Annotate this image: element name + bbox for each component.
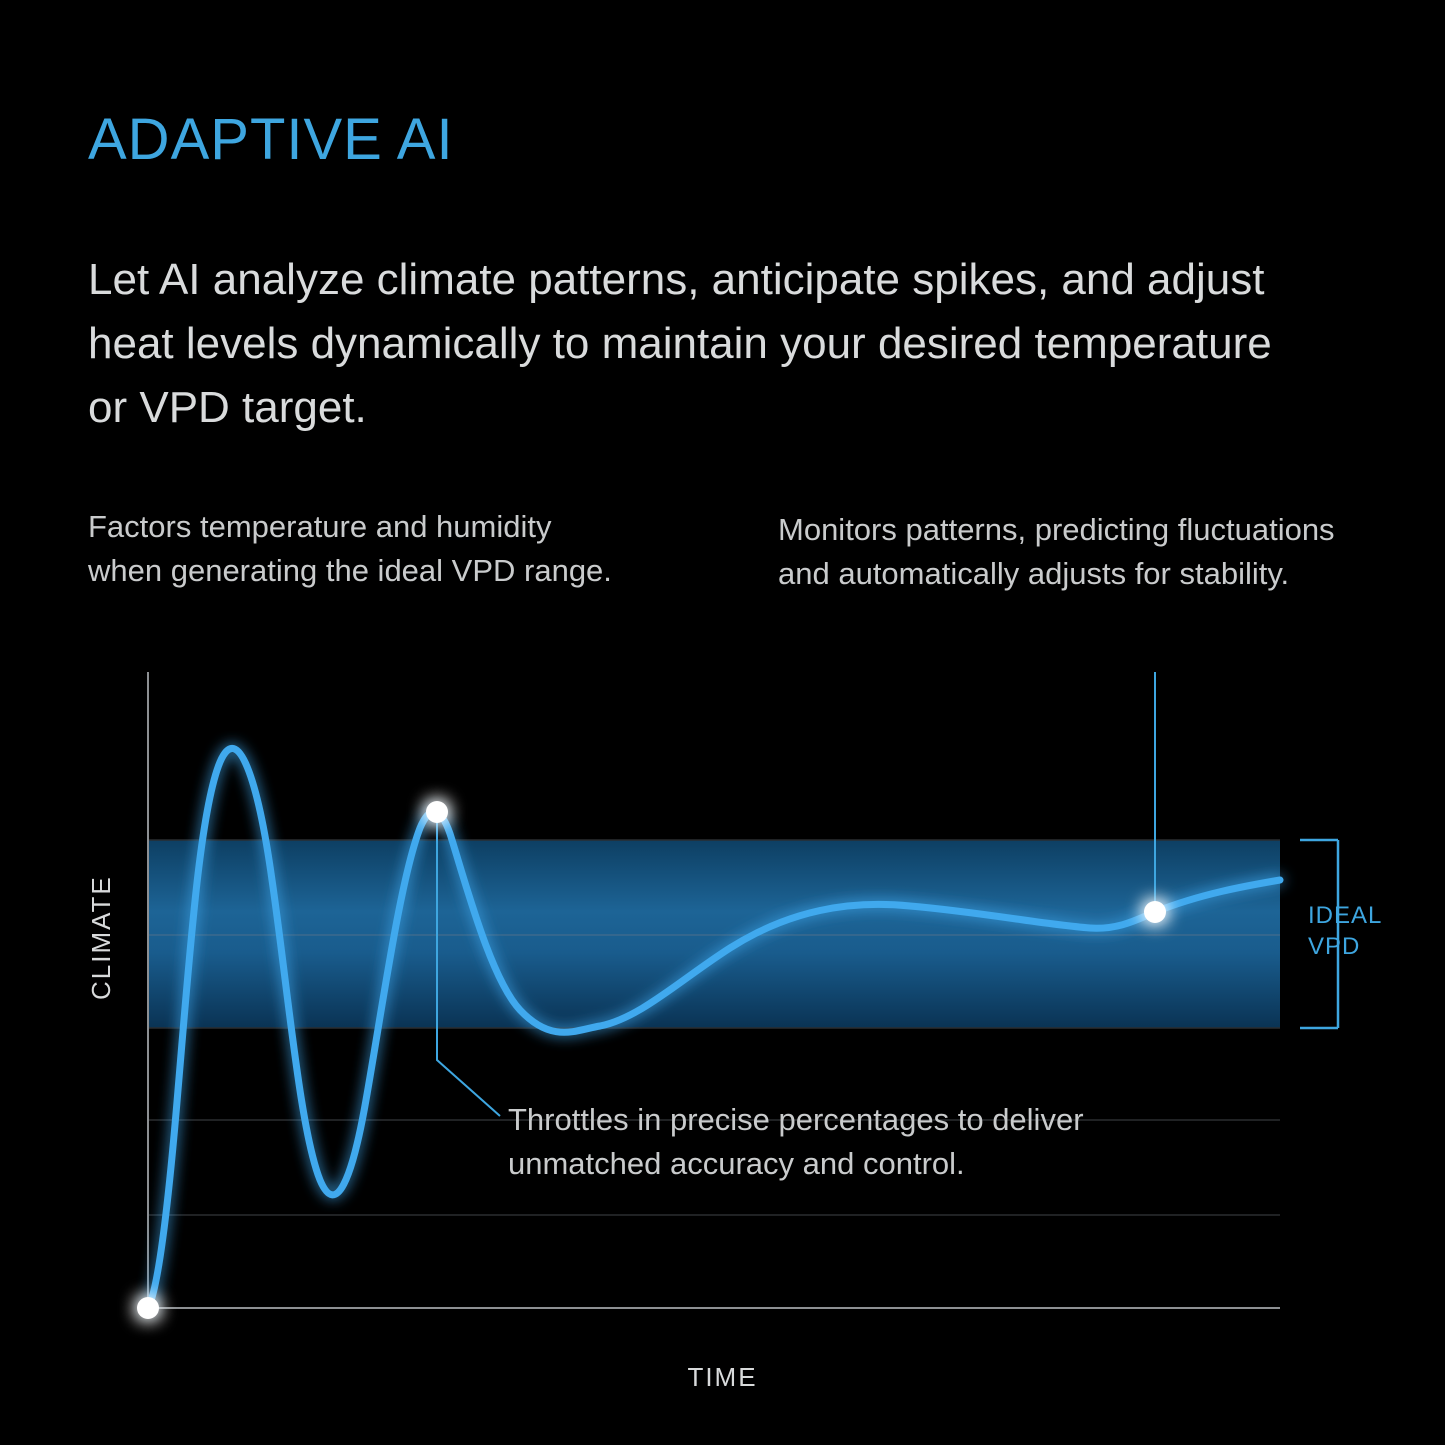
ideal-vpd-label — [1308, 900, 1382, 962]
marker-peak-throttle[interactable] — [426, 801, 448, 823]
y-axis-label: CLIMATE — [86, 875, 116, 1000]
marker-start[interactable] — [137, 1297, 159, 1319]
note-throttle: Throttles in precise percentages to deliver unmatched accuracy and control. — [508, 1102, 1084, 1182]
ideal-vpd-band — [148, 840, 1280, 1028]
note-right: Monitors patterns, predicting fluctuations and automatically adjusts for stability. — [778, 512, 1335, 592]
page-subtitle: Let AI analyze climate patterns, anticipate spikes, and adjust heat levels dynamically to maintain your desired temperature or VPD target. — [88, 255, 1272, 432]
note-left: Factors temperature and humidity when generating the ideal VPD range. — [88, 509, 612, 589]
marker-stabilized[interactable] — [1144, 901, 1166, 923]
ideal-vpd-label-line2: VPD — [1308, 933, 1361, 961]
page-title: ADAPTIVE AI — [88, 107, 454, 172]
x-axis-label: TIME — [687, 1362, 758, 1392]
ideal-vpd-label-line1: IDEAL — [1308, 902, 1383, 929]
